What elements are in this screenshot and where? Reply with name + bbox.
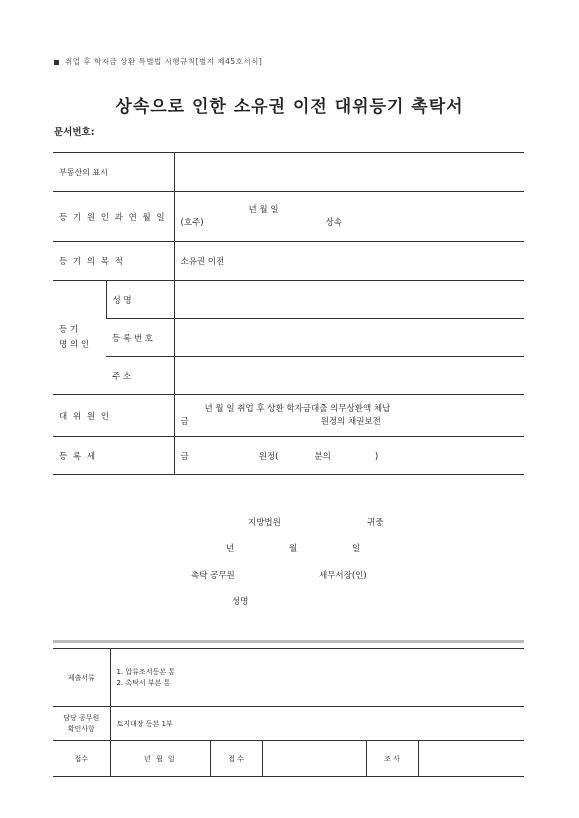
officer-label-2: 확인사항 [67,724,95,733]
holder-addr-row [53,357,524,395]
cause-row [53,192,524,242]
sign-day: 일 [352,544,361,554]
court-label: 지방법원 [248,518,281,528]
tax-prefix: 금 [180,451,189,462]
holder-addr-label: 주 소 [106,357,174,395]
footer-table [53,648,524,777]
submit-label: 제출서류 [53,649,110,707]
holder-addr-field[interactable] [174,357,524,395]
bullet-square-icon [54,60,59,65]
holder-reg-field[interactable] [174,319,524,357]
receipt-label: 접수 [53,741,110,777]
tax-ratio: 분의 [314,451,331,462]
officer-label-1: 담당 공무원 [63,713,100,722]
holder-reg-row [53,319,524,357]
property-value-field[interactable] [174,153,524,192]
purpose-label: 등 기 의 목 적 [53,242,174,281]
tax-value [174,437,524,475]
sign-month: 월 [289,544,298,554]
survey-label: 조 사 [366,741,418,777]
tax-close: ) [374,451,379,462]
purpose-value: 소유권 이전 [174,242,524,281]
receipt-date: 년 월 일 [110,741,210,777]
subrogation-label: 대 위 원 인 [53,395,174,437]
tax-label: 등 록 세 [53,437,174,475]
purpose-row [53,242,524,281]
law-reference [54,56,262,67]
property-label: 부동산의 표시 [53,153,174,192]
document-number-label: 문서번호: [54,127,95,138]
holder-group-label [53,281,106,395]
tax-office-seal: 세무서장(인) [319,571,367,581]
submit-docs-row [53,649,524,707]
subrogation-row [53,395,524,437]
holder-reg-label: 등 록 번 호 [106,319,174,357]
cause-date-line: 년 월 일 [248,204,279,215]
holder-name-row [53,281,524,319]
subrogation-value [174,395,524,437]
law-reference-text: 취업 후 학자금 상환 특별법 시행규칙[별지 제45호서식] [65,57,263,66]
signer-name-label: 성명 [232,597,249,607]
holder-group-label-1: 등 기 [59,324,79,335]
heir-label: (호주) [180,217,204,228]
cause-heir-line [181,217,519,230]
receipt-no-field[interactable] [262,741,366,777]
subrogation-line-1: 년 월 일 취업 후 상환 학자금대출 의무상환액 체납 [204,403,391,414]
subrogation-amount-suffix: 원정의 채권보전 [320,416,381,427]
holder-group-label-2: 명 의 인 [59,339,90,350]
section-divider [53,640,524,643]
holder-name-label: 성 명 [106,281,174,319]
request-form-table [53,152,524,475]
officer-value: 토지대장 등본 1부 [110,707,524,741]
receipt-row [53,741,524,777]
submit-item: 1. 압류조서등본 통 [116,667,175,676]
subrogation-amount-prefix: 금 [180,416,189,427]
tax-mid: 원정( [258,451,279,462]
subrogation-line-2 [181,416,519,429]
officer-label [53,707,110,741]
officer-check-row [53,707,524,741]
sign-year: 년 [226,544,235,554]
page-title: 상속으로 인한 소유권 이전 대위등기 촉탁서 [115,97,464,117]
receipt-no-label: 접 수 [210,741,262,777]
submit-item: 2. 촉탁서 부본 통 [116,678,171,687]
tax-row [53,437,524,475]
holder-name-field[interactable] [174,281,524,319]
addressee-label: 귀중 [367,518,384,528]
cause-value-field[interactable] [174,192,524,242]
cause-word: 상속 [325,217,342,228]
property-row [53,153,524,192]
cause-label: 등 기 원 인 과 연 월 일 [53,192,174,242]
submit-items [110,649,524,707]
survey-field[interactable] [418,741,524,777]
official-label: 촉탁 공무원 [191,571,235,581]
